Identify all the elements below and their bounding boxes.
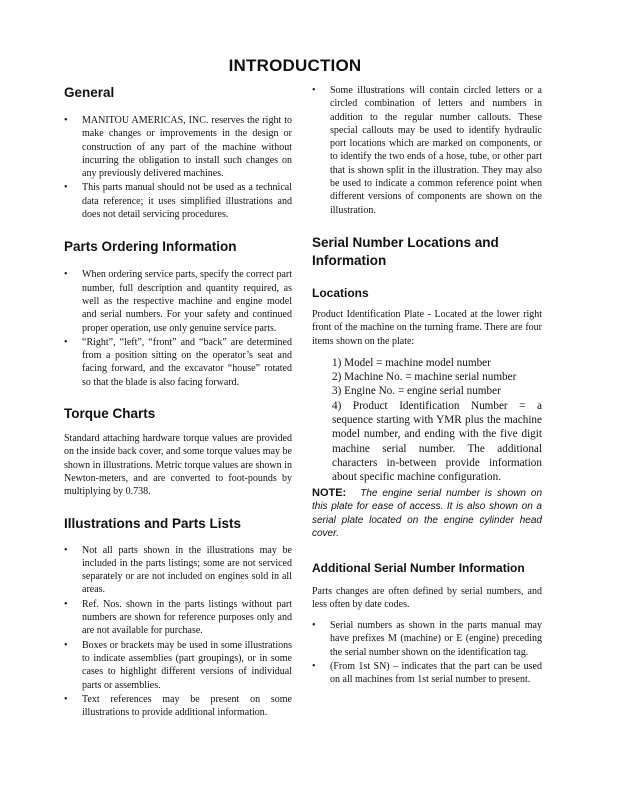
list-item: • Not all parts shown in the illustrations may be included in the parts listings; some are not serviced separately or are not included on engines sold in all areas.: [64, 544, 292, 597]
list-item: • Ref. Nos. shown in the parts listings without part numbers are shown for reference purposes only and are not available for purchase.: [64, 598, 292, 638]
section-heading-general: General: [64, 85, 115, 100]
plate-item: 2) Machine No. = machine serial number: [332, 371, 517, 384]
section-heading-parts-ordering: Parts Ordering Information: [64, 239, 237, 255]
right-column: [312, 84, 542, 688]
callouts-list: [312, 84, 542, 217]
plate-item: 4) Product Identification Number = a sequence starting with YMR plus the machine model number, and ending with the five digit machine serial number. The additional characters in-between provide information about specific machine configuration.: [332, 399, 542, 484]
list-item: • When ordering service parts, specify the correct part number, full description and quantity required, as well as the respective machine and engine model and serial numbers. For your safety and continued proper operation, use only genuine service parts.: [64, 268, 292, 334]
list-item: • Some illustrations will contain circled letters or a circled combination of letters and numbers in addition to the regular number callouts. These special callouts may be used to identify hydraulic port locations which are marked on components, or to identify the two ends of a hose, tube, or other part that is shown split in the illustration. They may also be used to indicate a common reference point when different versions of components are shown on the illustration.: [312, 84, 542, 217]
subheading-locations: Locations: [312, 285, 369, 300]
list-item: • “Right”, “left”, “front” and “back” are determined from a position sitting on the operator’s seat and facing forward, and the excavator “house” rotated so that the blade is also facing forward.: [64, 336, 292, 389]
list-item: • Boxes or brackets may be used in some illustrations to indicate assemblies (part groupings), or in some cases to highlight different versions of individual parts or assemblies.: [64, 639, 292, 692]
section-heading-serial-locations: Serial Number Locations and Information: [312, 234, 499, 268]
list-item: • (From 1st SN) – indicates that the part can be used on all machines from 1st serial number to present.: [312, 660, 542, 687]
section-heading-torque-charts: Torque Charts: [64, 406, 156, 422]
locations-paragraph: Product Identification Plate - Located at the lower right front of the machine on the turning frame. There are four items shown on the plate:: [312, 308, 542, 347]
additional-list: [312, 619, 542, 686]
list-item: • This parts manual should not be used as a technical data reference; it uses simplified illustrations and does not detail servicing procedures.: [64, 181, 292, 221]
section-heading-illustrations: Illustrations and Parts Lists: [64, 515, 242, 531]
note-text: The engine serial number is shown on this plate for ease of access. It is also shown on a serial plate located on the engine cylinder head cover.: [312, 487, 542, 540]
note-label: NOTE:: [312, 486, 347, 499]
plate-item: 1) Model = machine model number: [332, 356, 491, 369]
list-item: • MANITOU AMERICAS, INC. reserves the right to make changes or improvements in the design or construction of any part of the machine without incurring the obligation to install such changes on any previously delivered machines.: [64, 114, 292, 180]
parts-ordering-list: [64, 268, 292, 389]
subheading-additional-serial: Additional Serial Number Information: [312, 560, 525, 575]
additional-paragraph: Parts changes are often defined by serial numbers, and less often by date codes.: [312, 585, 542, 610]
note: [312, 487, 542, 541]
torque-paragraph: Standard attaching hardware torque values are provided on the inside back cover, and some torque values may be shown in illustrations. Metric torque values are shown in Newton-meters, and are converted to foot-pounds by multiplying by 0.738.: [64, 433, 292, 498]
illustrations-list: [64, 544, 292, 720]
general-list: [64, 114, 292, 221]
page-title: INTRODUCTION: [228, 56, 362, 75]
plate-items: [312, 356, 542, 485]
plate-item: 3) Engine No. = engine serial number: [332, 385, 501, 398]
left-column: [64, 84, 292, 720]
list-item: • Text references may be present on some illustrations to provide additional information.: [64, 693, 292, 720]
list-item: • Serial numbers as shown in the parts manual may have prefixes M (machine) or E (engine) preceding the serial number shown on the identification tag.: [312, 619, 542, 659]
